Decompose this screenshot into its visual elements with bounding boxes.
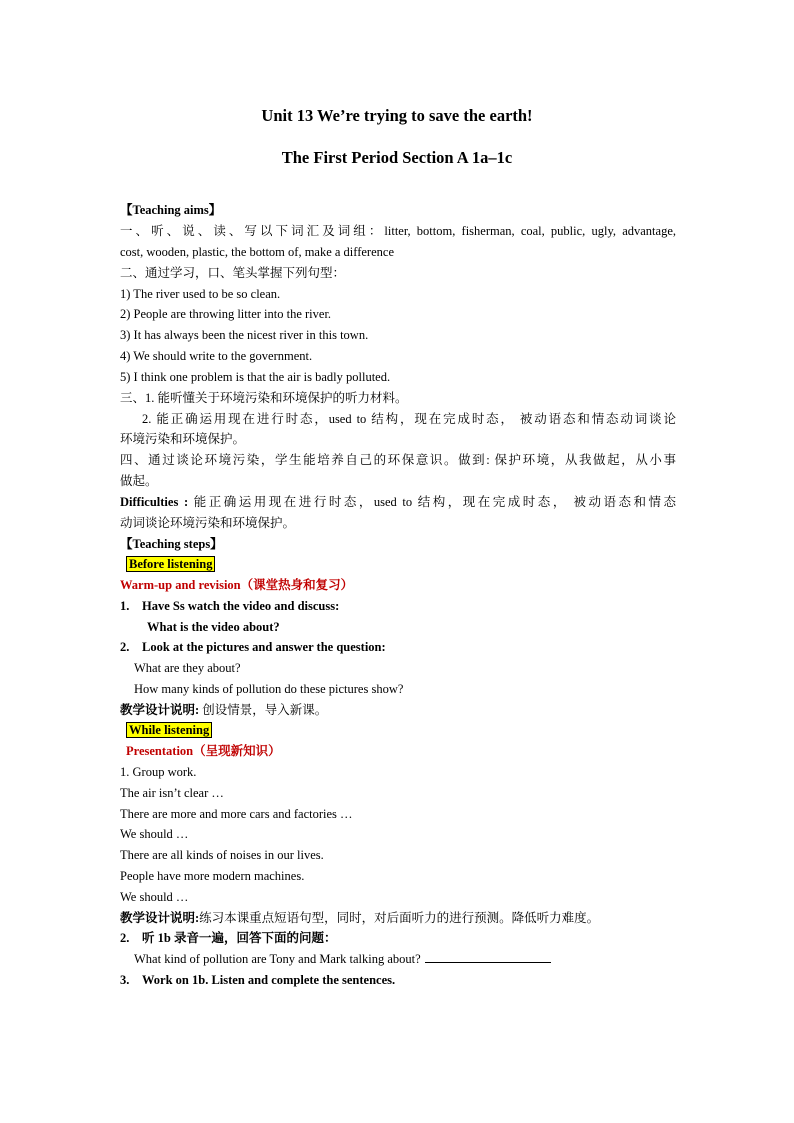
design-note-1: 教学设计说明: 创设情景，导入新课。 [120, 703, 328, 717]
aim-grammar-line-2: 环境污染和环境保护。 [120, 432, 246, 446]
document-subtitle: The First Period Section A 1a–1c [281, 148, 513, 167]
difficulties-line-2: 动词谈论环境污染和环境保护。 [120, 516, 296, 530]
aim-sentence-patterns: 二、通过学习，口、笔头掌握下列句型： [120, 266, 346, 280]
group-work-line: People have more modern machines. [120, 869, 305, 883]
aim-grammar-line-1: 2. 能正确运用现在进行时态，used to 结构，现在完成时态， 被动语态和情态动词谈论 [142, 412, 676, 426]
group-work-line: We should … [120, 827, 189, 841]
warmup-step-1: 1. Have Ss watch the video and discuss: [120, 599, 340, 613]
presentation-step-3: 3. Work on 1b. Listen and complete the sentences. [120, 973, 396, 987]
teaching-aims-heading: 【Teaching aims】 [120, 203, 222, 217]
presentation-step-2-question: What kind of pollution are Tony and Mark talking about? [134, 949, 690, 970]
warmup-step-2-question-1: What are they about? [134, 661, 241, 675]
answer-blank [425, 949, 551, 963]
warmup-heading: Warm-up and revision（课堂热身和复习） [120, 578, 354, 592]
aim-listening: 三、1. 能听懂关于环境污染和环境保护的听力材料。 [120, 391, 408, 405]
presentation-step-2: 2. 听 1b 录音一遍，回答下面的问题： [120, 931, 337, 945]
group-work-line: We should … [120, 890, 189, 904]
while-listening-highlight: While listening [126, 722, 212, 738]
teaching-steps-heading: 【Teaching steps】 [120, 537, 223, 551]
before-listening-label [126, 554, 682, 575]
target-sentence: 2) People are throwing litter into the river. [120, 307, 332, 321]
group-work-line: There are more and more cars and factories … [120, 807, 353, 821]
design-note-2: 教学设计说明:练习本课重点短语句型，同时，对后面听力的进行预测。降低听力难度。 [120, 911, 600, 925]
difficulties-label: Difficulties : [120, 495, 189, 509]
group-work-line: The air isn’t clear … [120, 786, 224, 800]
before-listening-highlight: Before listening [126, 556, 215, 572]
presentation-heading: Presentation（呈现新知识） [126, 744, 281, 758]
presentation-step-1: 1. Group work. [120, 765, 197, 779]
warmup-step-1-question: What is the video about? [147, 620, 280, 634]
aim-vocabulary-line-1: 一、听、说、读、写以下词汇及词组：litter, bottom, fisherman, coal, public, ugly, advantage, [120, 224, 676, 238]
document-title: Unit 13 We’re trying to save the earth! [261, 106, 533, 125]
target-sentence: 1) The river used to be so clean. [120, 287, 281, 301]
aim-awareness-line-1: 四、通过谈论环境污染，学生能培养自己的环保意识。做到: 保护环境，从我做起，从小事 [120, 453, 676, 467]
warmup-step-2: 2. Look at the pictures and answer the question: [120, 640, 386, 654]
warmup-step-2-question-2: How many kinds of pollution do these pictures show? [134, 682, 404, 696]
target-sentence: 3) It has always been the nicest river in this town. [120, 328, 369, 342]
aim-awareness-line-2: 做起。 [120, 474, 158, 488]
target-sentence: 5) I think one problem is that the air is badly polluted. [120, 370, 391, 384]
difficulties-line-1 [120, 492, 676, 513]
while-listening-label [126, 720, 682, 741]
group-work-line: There are all kinds of noises in our lives. [120, 848, 324, 862]
aim-vocabulary-line-2: cost, wooden, plastic, the bottom of, make a difference [120, 245, 394, 259]
difficulties-text: 能正确运用现在进行时态，used to 结构，现在完成时态， 被动语态和情态 [188, 495, 677, 509]
target-sentence: 4) We should write to the government. [120, 349, 313, 363]
